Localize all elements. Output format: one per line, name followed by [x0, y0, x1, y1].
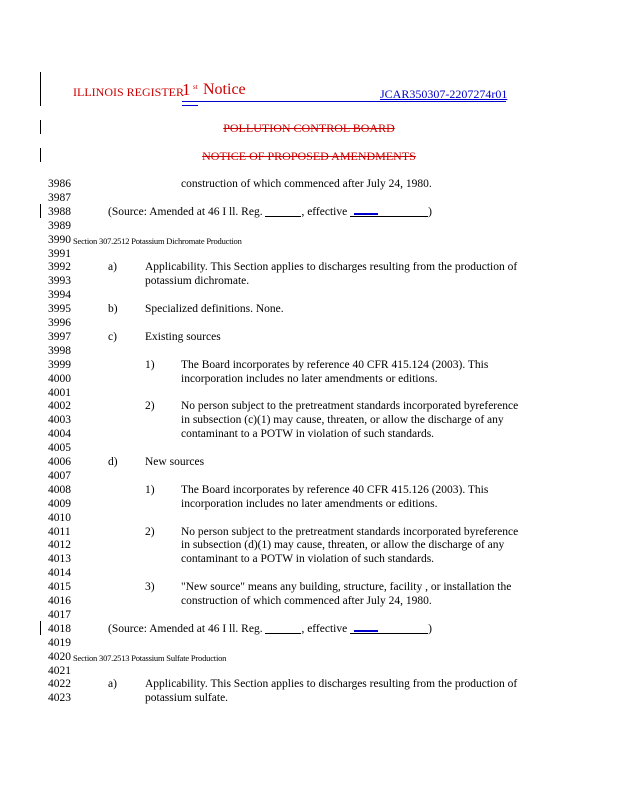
line-number: 4022 — [48, 678, 71, 690]
line-number: 4005 — [48, 442, 71, 454]
source-text: , effective — [301, 623, 351, 635]
line-number: 4008 — [48, 484, 71, 496]
line-number: 3992 — [48, 261, 71, 273]
change-bar — [40, 621, 41, 635]
source-note — [108, 205, 432, 219]
line-number: 4010 — [48, 512, 71, 524]
line-number: 4013 — [48, 553, 71, 565]
body-text: incorporation includes no later amendments or editions. — [181, 498, 438, 510]
line-number: 4004 — [48, 428, 71, 440]
subsection-label: 2) — [145, 400, 155, 412]
line-number: 4023 — [48, 692, 71, 704]
body-text: construction of which commenced after July 24, 1980. — [181, 178, 432, 190]
board-name: POLLUTION CONTROL BOARD — [223, 121, 395, 135]
line-number: 4002 — [48, 400, 71, 412]
notice-label: Notice — [203, 81, 246, 98]
line-number: 4019 — [48, 637, 71, 649]
line-number: 4001 — [48, 387, 71, 399]
body-text: potassium sulfate. — [145, 692, 229, 704]
source-text: (Source: Amended at 46 I ll. Reg. — [108, 623, 266, 635]
body-text: No person subject to the pretreatment standards incorporated byreference — [181, 400, 519, 412]
body-text: "New source" means any building, structure, facility , or installation the — [181, 581, 512, 593]
line-number: 4006 — [48, 456, 71, 468]
source-text: ) — [428, 623, 432, 635]
line-number: 4011 — [48, 526, 71, 538]
body-text: The Board incorporates by reference 40 CFR 415.126 (2003). This — [181, 484, 489, 496]
reg-blank — [265, 622, 301, 634]
line-number: 4000 — [48, 373, 71, 385]
body-text: contaminant to a POTW in violation of such standards. — [181, 553, 435, 565]
notice-underline — [182, 101, 256, 102]
line-number: 4016 — [48, 595, 71, 607]
jcar-id: JCAR350307-2207274r01 — [380, 87, 508, 101]
source-text: (Source: Amended at 46 I ll. Reg. — [108, 206, 266, 218]
register-title: ILLINOIS REGISTER — [73, 85, 184, 99]
line-number: 3993 — [48, 275, 71, 287]
subsection-label: b) — [108, 303, 118, 315]
subsection-label: c) — [108, 331, 117, 343]
line-number: 3996 — [48, 317, 71, 329]
notice-title: NOTICE OF PROPOSED AMENDMENTS — [202, 149, 416, 163]
line-number: 4012 — [48, 539, 71, 551]
body-text: The Board incorporates by reference 40 CFR 415.124 (2003). This — [181, 359, 489, 371]
body-text: in subsection (d)(1) may cause, threaten, or allow the discharge of any — [181, 539, 505, 551]
source-text: , effective — [301, 206, 351, 218]
section-heading: Section 307.2512 Potassium Dichromate Production — [73, 236, 242, 246]
line-number: 3991 — [48, 248, 71, 260]
body-text: contaminant to a POTW in violation of such standards. — [181, 428, 435, 440]
line-number: 4017 — [48, 609, 71, 621]
line-number: 4009 — [48, 498, 71, 510]
change-bar — [40, 72, 41, 106]
notice-underline-2 — [182, 105, 198, 106]
date-blank — [350, 205, 428, 217]
line-number: 4021 — [48, 665, 71, 677]
body-text: construction of which commenced after July 24, 1980. — [181, 595, 432, 607]
body-text: Applicability. This Section applies to discharges resulting from the production of — [145, 261, 518, 273]
line-number: 4003 — [48, 414, 71, 426]
source-text: ) — [428, 206, 432, 218]
body-text: incorporation includes no later amendments or editions. — [181, 373, 438, 385]
line-number: 4018 — [48, 623, 71, 635]
source-note — [108, 622, 432, 636]
line-number: 4020 — [48, 651, 71, 663]
line-number: 4014 — [48, 567, 71, 579]
line-number: 3994 — [48, 289, 71, 301]
subsection-label: 2) — [145, 526, 155, 538]
subsection-label: a) — [108, 261, 117, 273]
line-number: 3987 — [48, 192, 71, 204]
line-number: 3986 — [48, 178, 71, 190]
body-text: New sources — [145, 456, 205, 468]
subsection-label: 1) — [145, 484, 155, 496]
line-number: 3990 — [48, 234, 71, 246]
reg-blank — [265, 205, 301, 217]
body-text: Applicability. This Section applies to discharges resulting from the production of — [145, 678, 518, 690]
line-number: 3997 — [48, 331, 71, 343]
body-text: Existing sources — [145, 331, 221, 343]
page-number: 1 — [182, 80, 191, 99]
subsection-label: 3) — [145, 581, 155, 593]
page-number-suffix: st — [193, 83, 198, 91]
date-blank — [350, 622, 428, 634]
line-number: 4007 — [48, 470, 71, 482]
body-text: Specialized definitions. None. — [145, 303, 284, 315]
subsection-label: d) — [108, 456, 118, 468]
section-heading: Section 307.2513 Potassium Sulfate Production — [73, 653, 227, 663]
body-text: in subsection (c)(1) may cause, threaten, or allow the discharge of any — [181, 414, 504, 426]
line-number: 4015 — [48, 581, 71, 593]
subsection-label: 1) — [145, 359, 155, 371]
line-number: 3995 — [48, 303, 71, 315]
body-text: potassium dichromate. — [145, 275, 250, 287]
line-number: 3998 — [48, 345, 71, 357]
line-number: 3999 — [48, 359, 71, 371]
subsection-label: a) — [108, 678, 117, 690]
line-number: 3989 — [48, 220, 71, 232]
body-text: No person subject to the pretreatment standards incorporated byreference — [181, 526, 519, 538]
line-number: 3988 — [48, 206, 71, 218]
change-bar — [40, 204, 41, 218]
